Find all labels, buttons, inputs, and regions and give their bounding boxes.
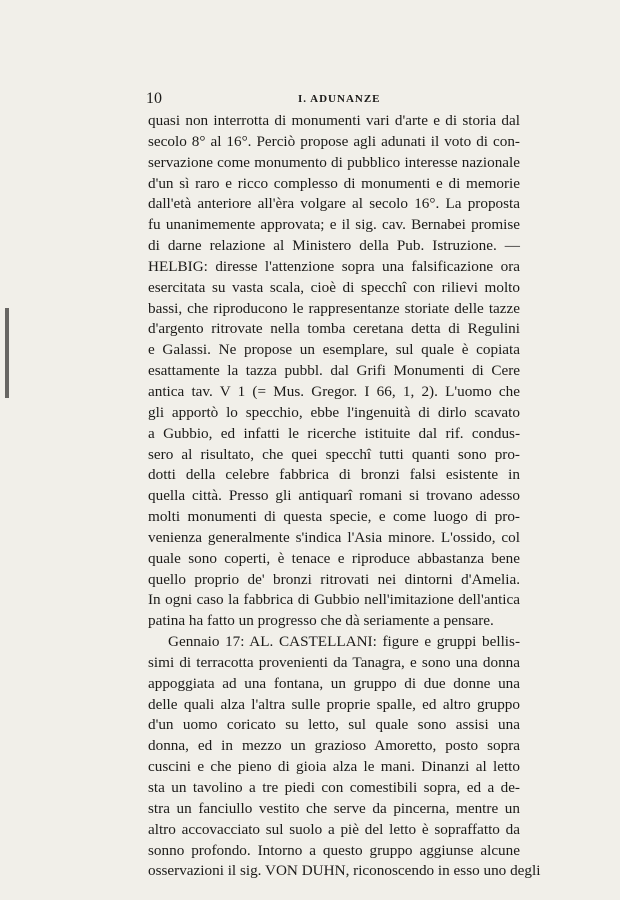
text-line: venienza generalmente s'indica l'Asia minore. L'ossido, col	[148, 528, 520, 546]
text-line: gli apportò lo specchio, ebbe l'ingenuità di dirlo scavato	[148, 403, 520, 421]
text-line: cuscini e che pieno di gioia alza le mani. Dinanzi al letto	[148, 758, 520, 776]
page-number: 10	[146, 90, 162, 107]
text-line: sero al risultato, che quei specchî tutti quanti sono pro-	[148, 445, 520, 463]
text-line: fu unanimemente approvata; e il sig. cav. Bernabei promise	[148, 216, 520, 234]
text-line: secolo 8° al 16°. Perciò propose agli adunati il voto di con-	[148, 132, 520, 150]
binding-edge-mark	[5, 308, 9, 398]
text-line: d'un uomo coricato su letto, sul quale sono assisi una	[148, 716, 520, 734]
text-line: bassi, che riproducono le rappresentanze storiate delle tazze	[148, 299, 520, 317]
text-line: quasi non interrotta di monumenti vari d'arte e di storia dal	[148, 112, 520, 129]
text-line: antica tav. V 1 (= Mus. Gregor. I 66, 1, 2). L'uomo che	[148, 382, 520, 400]
text-line: donna, ed in mezzo un grazioso Amoretto, posto sopra	[148, 737, 520, 755]
text-line: osservazioni il sig. VON DUHN, riconoscendo in esso uno degli	[148, 862, 541, 880]
text-line: altro accovacciato sul suolo a piè del letto è sopraffatto da	[148, 820, 520, 838]
text-line: In ogni caso la fabbrica di Gubbio nell'imitazione dell'antica	[148, 591, 520, 609]
running-head: I. ADUNANZE	[298, 93, 381, 105]
text-line: d'un sì raro e ricco complesso di monumenti e di memorie	[148, 174, 520, 192]
text-line: sonno profondo. Intorno a questo gruppo aggiunse alcune	[148, 841, 520, 859]
text-line: sta un tavolino a tre piedi con comestibili sopra, ed a de-	[148, 779, 520, 796]
body-text	[148, 111, 541, 882]
text-line: delle quali alza l'altra sulle proprie spalle, ed altro gruppo	[148, 695, 520, 713]
page-header	[146, 90, 518, 108]
text-line: servazione come monumento di pubblico interesse nazionale	[148, 153, 520, 171]
text-line: e Galassi. Ne propose un esemplare, sul quale è copiata	[148, 341, 520, 359]
text-line: simi di terracotta provenienti da Tanagra, e sono una donna	[148, 653, 520, 671]
text-line: patina ha fatto un progresso che dà seriamente a pensare.	[148, 612, 494, 630]
text-line: di darne relazione al Ministero della Pub. Istruzione. —	[148, 237, 520, 255]
text-line: quale sono coperti, è tenace e riproduce abbastanza bene	[148, 549, 520, 567]
text-line: HELBIG: diresse l'attenzione sopra una falsificazione ora	[148, 257, 520, 275]
text-line: dotti della celebre fabbrica di bronzi falsi esistente in	[148, 466, 520, 484]
text-line: a Gubbio, ed infatti le ricerche istituite dal rif. condus-	[148, 424, 520, 442]
text-line: quella città. Presso gli antiquarî romani si trovano adesso	[148, 487, 520, 505]
text-line: esercitata su vasta scala, cioè di specchî con rilievi molto	[148, 278, 520, 296]
text-line: d'argento ritrovate nella tomba ceretana detta di Regulini	[148, 320, 520, 338]
text-line: Gennaio 17: AL. CASTELLANI: figure e gruppi bellis-	[168, 633, 520, 651]
text-line: esattamente la tazza pubbl. dal Grifi Monumenti di Cere	[148, 362, 520, 380]
text-line: quello proprio de' bronzi ritrovati nei dintorni d'Amelia.	[148, 570, 520, 588]
text-line: appoggiata ad una fontana, un gruppo di due donne una	[148, 674, 520, 692]
text-line: dall'età anteriore all'èra volgare al secolo 16°. La proposta	[148, 195, 520, 213]
text-line: molti monumenti di questa specie, e come luogo di pro-	[148, 508, 520, 526]
text-line: stra un fanciullo vestito che serve da pincerna, mentre un	[148, 799, 520, 817]
